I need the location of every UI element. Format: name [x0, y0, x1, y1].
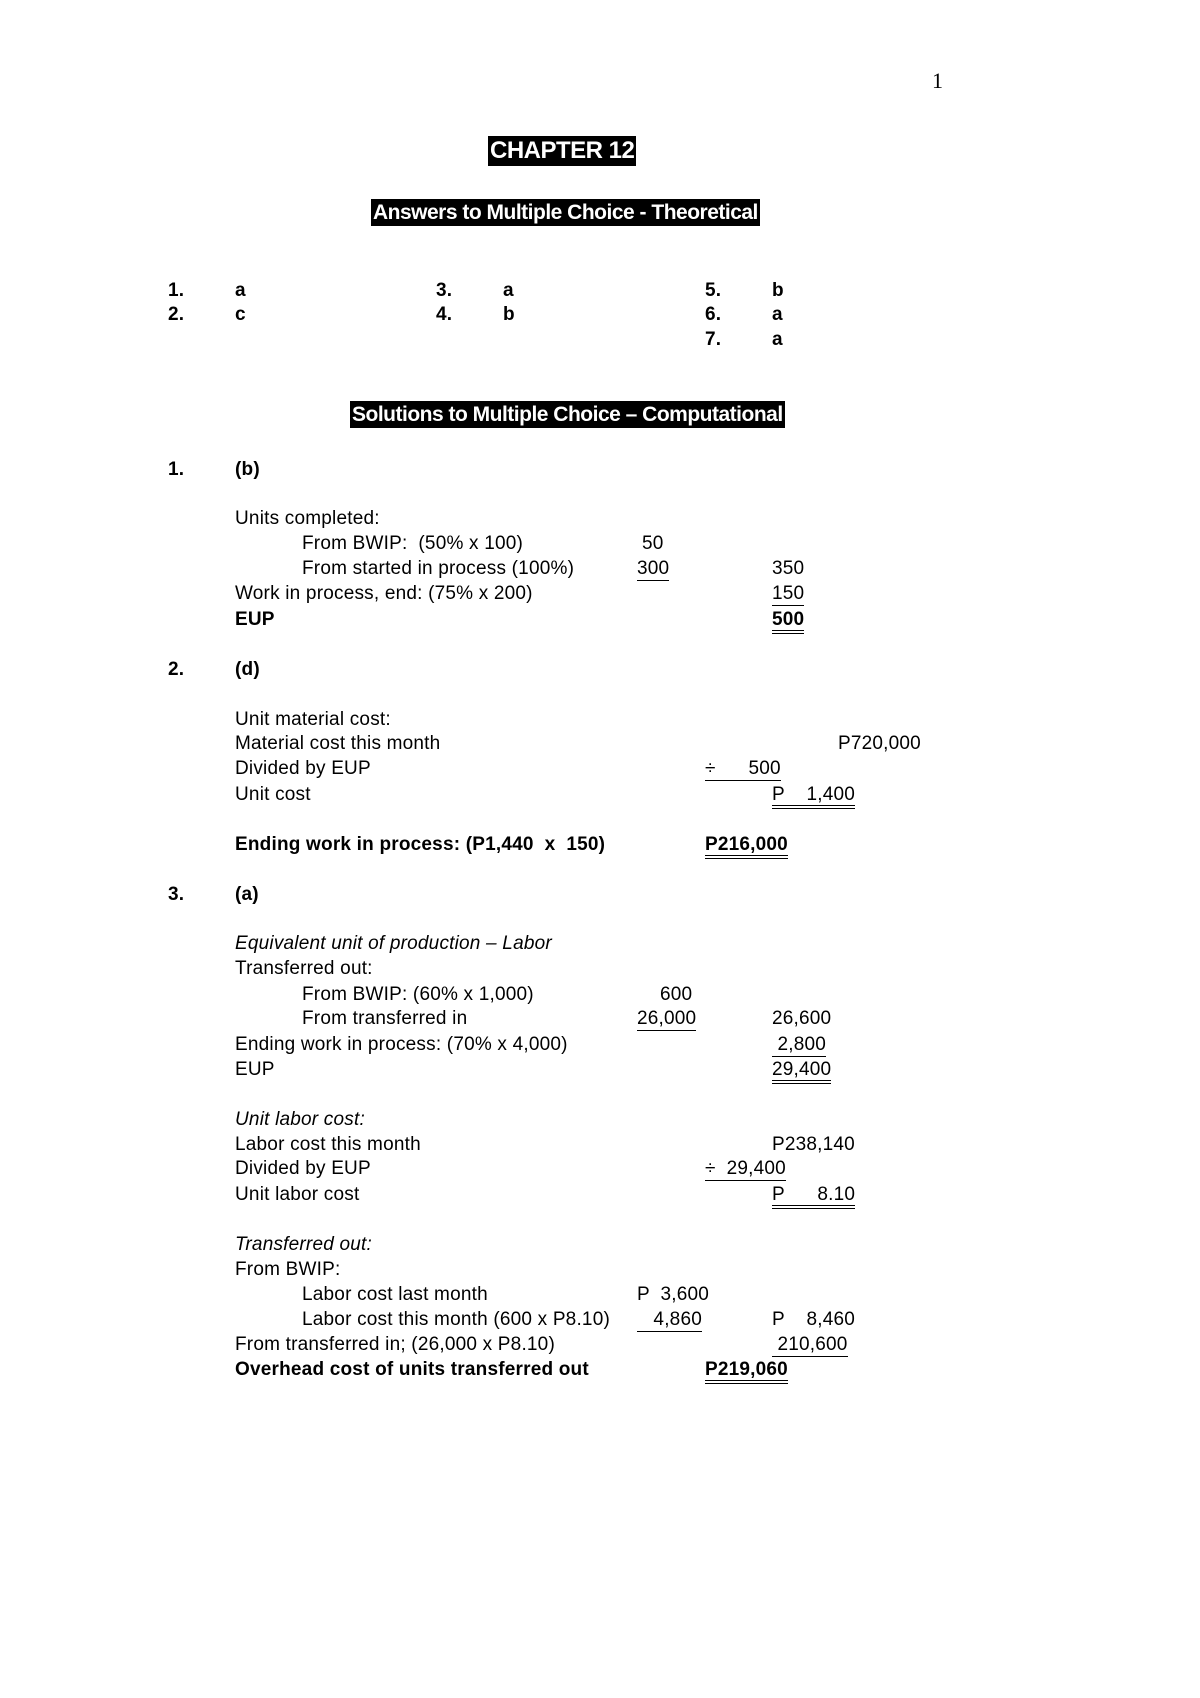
line-value: 4,860 — [637, 1309, 702, 1330]
line-value: P 3,600 — [637, 1284, 710, 1305]
line-label: From BWIP: (50% x 100) — [302, 533, 524, 554]
answer-number: 3. — [436, 280, 453, 301]
computational-heading: Solutions to Multiple Choice – Computational — [352, 403, 783, 426]
line-value: 26,000 — [637, 1008, 697, 1029]
answer-letter: a — [503, 280, 514, 301]
answer-number: 7. — [705, 329, 722, 350]
line-value: 150 — [772, 583, 805, 604]
line-total: 500 — [772, 610, 804, 634]
line-label: Overhead cost of units transferred out — [235, 1359, 589, 1380]
answer-letter: b — [772, 280, 784, 301]
question-number: 2. — [168, 659, 185, 680]
answer-letter: a — [772, 329, 783, 350]
answer-letter: c — [235, 304, 246, 325]
line-value: P 8,460 — [772, 1309, 855, 1330]
line-value: P238,140 — [772, 1134, 855, 1155]
line-total: P219,060 — [705, 1360, 788, 1384]
line-label: EUP — [235, 1059, 275, 1080]
answer-letter: a — [772, 304, 783, 325]
answer-number: 2. — [168, 304, 185, 325]
line-total: P 8.10 — [772, 1185, 855, 1209]
line-label: From transferred in; (26,000 x P8.10) — [235, 1334, 555, 1355]
line-label: Unit cost — [235, 784, 311, 805]
line-heading: Transferred out: — [235, 1234, 372, 1255]
chapter-title: CHAPTER 12 — [490, 137, 635, 164]
answer-letter: b — [503, 304, 515, 325]
line-label: From started in process (100%) — [302, 558, 575, 579]
line-label: EUP — [235, 609, 275, 630]
line-label: Ending work in process: (70% x 4,000) — [235, 1034, 568, 1055]
question-answer: (d) — [235, 659, 260, 680]
line-value: ÷ 29,400 — [705, 1158, 786, 1179]
line-label: From transferred in — [302, 1008, 468, 1029]
line-label: Material cost this month — [235, 733, 441, 754]
line-label: From BWIP: — [235, 1259, 341, 1280]
line-value: 210,600 — [772, 1334, 848, 1355]
line-value: ÷ 500 — [705, 758, 781, 779]
line-heading: Unit labor cost: — [235, 1109, 365, 1130]
page-number: 1 — [932, 68, 943, 93]
line-label: Divided by EUP — [235, 758, 371, 779]
answer-number: 4. — [436, 304, 453, 325]
line-value: 26,600 — [772, 1008, 832, 1029]
line-value: 300 — [637, 558, 670, 579]
line-label: Ending work in process: (P1,440 x 150) — [235, 834, 606, 855]
answer-number: 1. — [168, 280, 185, 301]
line-label: Labor cost last month — [302, 1284, 488, 1305]
line-label: Labor cost this month (600 x P8.10) — [302, 1309, 610, 1330]
line-value: 2,800 — [772, 1034, 827, 1055]
line-label: Unit labor cost — [235, 1184, 360, 1205]
line-heading: Equivalent unit of production – Labor — [235, 933, 552, 954]
question-number: 1. — [168, 459, 185, 480]
line-total: P 1,400 — [772, 785, 855, 809]
line-label: Units completed: — [235, 508, 380, 529]
line-value: P720,000 — [838, 733, 921, 754]
line-label: Divided by EUP — [235, 1158, 371, 1179]
question-number: 3. — [168, 884, 185, 905]
answer-number: 6. — [705, 304, 722, 325]
line-value: 50 — [642, 533, 664, 554]
line-label: Unit material cost: — [235, 709, 391, 730]
question-answer: (a) — [235, 884, 259, 905]
question-answer: (b) — [235, 459, 260, 480]
line-total: 29,400 — [772, 1060, 831, 1084]
line-total: P216,000 — [705, 835, 788, 859]
line-value: 600 — [660, 984, 693, 1005]
answer-number: 5. — [705, 280, 722, 301]
line-label: Labor cost this month — [235, 1134, 421, 1155]
line-value: 350 — [772, 558, 805, 579]
line-label: From BWIP: (60% x 1,000) — [302, 984, 534, 1005]
answer-letter: a — [235, 280, 246, 301]
line-label: Work in process, end: (75% x 200) — [235, 583, 533, 604]
theoretical-heading: Answers to Multiple Choice - Theoretical — [373, 201, 758, 224]
line-label: Transferred out: — [235, 958, 373, 979]
